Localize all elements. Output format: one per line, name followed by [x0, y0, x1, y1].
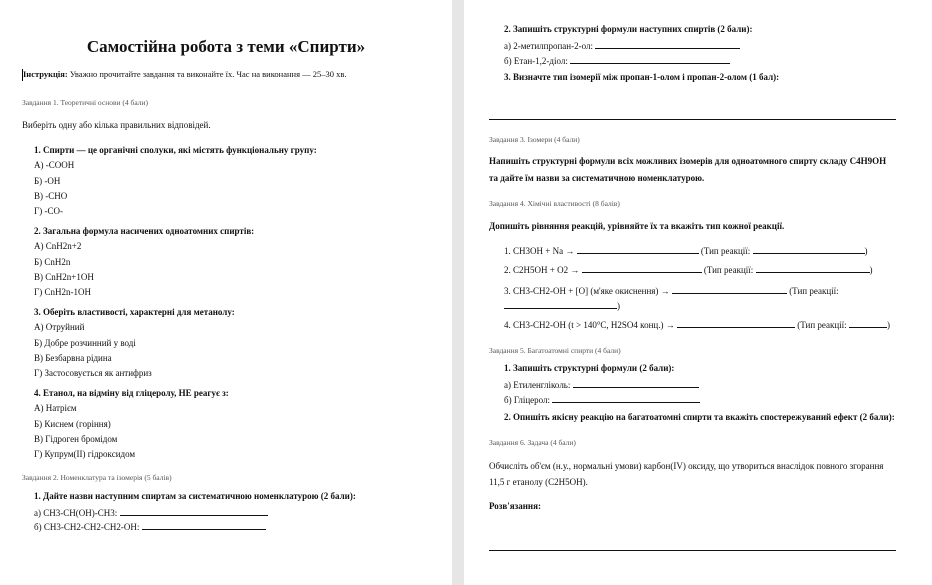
- task2-heading: Завдання 2. Номенклатура та ізомерія (5 балів): [22, 473, 172, 482]
- option: В) -CHO: [34, 191, 68, 201]
- task2-q2: 2. Запишіть структурні формули наступних спиртів (2 бали):: [504, 24, 753, 34]
- option: А) Отруйний: [34, 322, 85, 332]
- close-paren: ): [886, 320, 890, 330]
- answer-blank[interactable]: [677, 319, 795, 328]
- task4-intro: Допишіть рівняння реакцій, урівняйте їх та вкажіть тип кожної реакції.: [489, 221, 785, 231]
- option: В) Гідроген бромідом: [34, 434, 118, 444]
- document-page-2: [464, 0, 932, 585]
- answer-blank[interactable]: [573, 379, 699, 388]
- task3-line1: Напишіть структурні формули всіх можливих ізомерів для одноатомного спирту складу C4H9OH: [489, 156, 887, 166]
- close-paren: ): [864, 246, 868, 256]
- answer-blank[interactable]: [595, 40, 740, 49]
- answer-blank[interactable]: [672, 285, 787, 294]
- document-page-1: [0, 0, 452, 585]
- option: А) -COOH: [34, 160, 75, 170]
- reaction-2: [504, 264, 873, 276]
- instruction-label: Інструкція:: [23, 69, 68, 79]
- type-label: (Тип реакції:: [786, 286, 839, 296]
- type-label: (Тип реакції:: [794, 320, 849, 330]
- option: Б) Киснем (горіння): [34, 419, 111, 429]
- reaction-3: [504, 285, 839, 297]
- reaction-3-cont: [504, 300, 620, 312]
- answer-label: б) CH3-CH2-CH2-CH2-OH:: [34, 522, 142, 532]
- answer-blank[interactable]: [577, 245, 699, 254]
- answer-label: б) Гліцерол:: [504, 395, 553, 405]
- answer-blank[interactable]: [142, 521, 266, 530]
- reaction-text: 2. C2H5OH + O2 →: [504, 265, 582, 275]
- option: Б) CnH2n: [34, 257, 71, 267]
- task2-q1: 1. Дайте назви наступним спиртам за систематичною номенклатурою (2 бали):: [34, 491, 356, 501]
- answer-label: б) Етан-1,2-діол:: [504, 56, 571, 66]
- task3-heading: Завдання 3. Ізомери (4 бали): [489, 135, 580, 144]
- answer-label: а) Етиленгліколь:: [504, 380, 573, 390]
- answer-blank[interactable]: [570, 55, 730, 64]
- task6-line2: 11,5 г етанолу (C2H5OH).: [489, 477, 588, 487]
- option: В) Безбарвна рідина: [34, 353, 112, 363]
- reaction-text: 4. CH3-CH2-OH (t > 140°C, H2SO4 конц.) →: [504, 320, 677, 330]
- option: Б) -OH: [34, 176, 61, 186]
- task6-heading: Завдання 6. Задача (4 бали): [489, 438, 576, 447]
- reaction-text: 1. CH3OH + Na →: [504, 246, 577, 256]
- answer-blank[interactable]: [849, 319, 887, 328]
- task1-q3: 3. Оберіть властивості, характерні для метанолу:: [34, 307, 235, 317]
- answer-line: [504, 394, 700, 406]
- answer-rule[interactable]: [489, 119, 896, 120]
- reaction-4: [504, 319, 890, 331]
- answer-line: [504, 40, 740, 52]
- type-label: (Тип реакції:: [701, 265, 756, 275]
- option: А) Натрієм: [34, 403, 77, 413]
- task3-line2: та дайте їм назви за систематичною номенклатурою.: [489, 173, 705, 183]
- answer-line: [34, 507, 268, 519]
- task5-heading: Завдання 5. Багатоатомні спирти (4 бали): [489, 346, 621, 355]
- answer-line: [504, 379, 699, 391]
- answer-rule[interactable]: [489, 550, 896, 551]
- task1-intro: Виберіть одну або кілька правильних відповідей.: [22, 120, 211, 130]
- answer-blank[interactable]: [552, 394, 700, 403]
- answer-label: а) CH3-CH(OH)-CH3:: [34, 508, 120, 518]
- answer-blank[interactable]: [582, 264, 702, 273]
- answer-line: [34, 521, 266, 533]
- task1-q4: 4. Етанол, на відміну від гліцеролу, НЕ реагує з:: [34, 388, 229, 398]
- reaction-1: [504, 245, 868, 257]
- option: В) CnH2n+1OH: [34, 272, 94, 282]
- close-paren: ): [617, 301, 620, 311]
- option: Б) Добре розчинний у воді: [34, 338, 136, 348]
- task2-q3: 3. Визначте тип ізомерії між пропан-1-олом і пропан-2-олом (1 бал):: [504, 72, 780, 82]
- answer-label: а) 2-метилпропан-2-ол:: [504, 41, 596, 51]
- answer-line: [504, 55, 730, 67]
- type-label: (Тип реакції:: [698, 246, 753, 256]
- task6-line1: Обчисліть об'єм (н.у., нормальні умови) карбон(IV) оксиду, що утвориться внаслідок повного згорання: [489, 461, 884, 471]
- option: Г) Купрум(ІІ) гідроксидом: [34, 449, 136, 459]
- answer-blank[interactable]: [753, 245, 865, 254]
- option: Г) Застосовується як антифриз: [34, 368, 152, 378]
- close-paren: ): [869, 265, 873, 275]
- task5-q1: 1. Запишіть структурні формули (2 бали):: [504, 363, 675, 373]
- task4-heading: Завдання 4. Хімічні властивості (8 балів): [489, 199, 620, 208]
- task1-heading: Завдання 1. Теоретичні основи (4 бали): [22, 98, 148, 107]
- reaction-text: 3. CH3-CH2-OH + [O] (м'яке окиснення) →: [504, 286, 672, 296]
- instruction: [23, 69, 347, 80]
- answer-blank[interactable]: [504, 300, 617, 309]
- task5-q2: 2. Опишіть якісну реакцію на багатоатомні спирти та вкажіть спостережуваний ефект (2 бали):: [504, 412, 895, 422]
- option: А) CnH2n+2: [34, 241, 82, 251]
- option: Г) CnH2n-1OH: [34, 287, 91, 297]
- task1-q2: 2. Загальна формула насичених одноатомних спиртів:: [34, 226, 255, 236]
- option: Г) -CO-: [34, 206, 63, 216]
- instruction-text: Уважно прочитайте завдання та виконайте їх. Час на виконання — 25–30 хв.: [67, 69, 347, 79]
- answer-blank[interactable]: [120, 507, 268, 516]
- solution-label: Розв'язання:: [489, 501, 541, 511]
- document-title: Самостійна робота з теми «Спирти»: [86, 37, 366, 56]
- answer-blank[interactable]: [756, 264, 870, 273]
- task1-q1: 1. Спирти — це органічні сполуки, які містять функціональну групу:: [34, 145, 317, 155]
